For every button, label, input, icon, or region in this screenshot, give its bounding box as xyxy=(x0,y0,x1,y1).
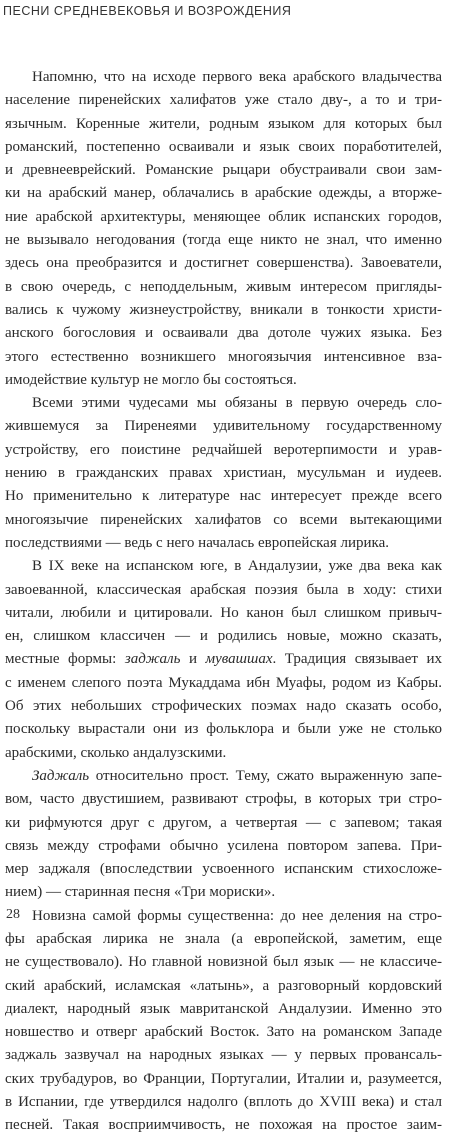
text-line: вом, часто двустишием, развивают строфы, в которых три стро- xyxy=(5,791,442,808)
text-run: и xyxy=(180,651,206,668)
text-line: и древнееврейский. Романские рыцари обустраивали свои зам- xyxy=(5,162,442,179)
text-line: заджаль зазвучал на народных языках — у первых провансаль- xyxy=(5,1047,442,1064)
text-line: ки на арабский манер, облачались в арабские одежды, а вторже- xyxy=(5,185,442,202)
text-line: многоязычие пиренейских халифатов со всеми вытекающими xyxy=(5,511,442,528)
text-line: В IX веке на испанском юге, в Андалузии, уже два века как xyxy=(32,558,442,575)
text-line: имодействие культур не могло бы состояться. xyxy=(5,371,297,388)
text-line xyxy=(5,648,442,671)
text-line: романский, постепенно осваивали и язык своих поработителей, xyxy=(5,138,442,155)
running-title: ПЕСНИ СРЕДНЕВЕКОВЬЯ И ВОЗРОЖДЕНИЯ xyxy=(3,4,292,18)
text-line: население пиренейских халифатов уже стало дву-, а то и три- xyxy=(5,92,442,109)
text-line: нению в гражданских правах христиан, мусульман и иудеев. xyxy=(5,465,442,482)
text-line: здесь она преобразится и достигнет совершенства). Завоеватели, xyxy=(5,255,442,272)
text-line: Новизна самой формы существенна: до нее деления на стро- xyxy=(32,907,442,924)
text-line: вались к чужому жизнеустройству, вникали в тонкости христи- xyxy=(5,301,442,318)
text-line: в Испании, где утвердился надолго (вплоть до XVIII века) и стал xyxy=(5,1094,442,1111)
text-line: диалект, народный язык мавританской Андалузии. Именно это xyxy=(5,1000,442,1017)
text-line: мер заджаля (впоследствии усвоенного испанским стихосложе- xyxy=(5,861,442,878)
text-run: . Традиция связывает их xyxy=(272,651,443,668)
text-line: поскольку вырастали они из фольклора и были уже не столько xyxy=(5,721,442,738)
text-line: не вызывало негодования (тогда еще никто не знал, что именно xyxy=(5,232,442,249)
text-line: читали, любили и цитировали. Но канон был слишком привыч- xyxy=(5,604,442,621)
text-run: местные формы: xyxy=(5,651,125,668)
text-line: этого естественно возникшего многоязычия интенсивное вза- xyxy=(5,348,442,365)
text-line: Всеми этими чудесами мы обязаны в первую очередь сло- xyxy=(32,395,442,412)
text-line xyxy=(5,765,442,788)
term-zajal: Заджаль xyxy=(32,767,90,784)
text-line: ние арабской архитектуры, меняющее облик испанских городов, xyxy=(5,208,442,225)
term-muwashshah: мувашшах xyxy=(205,651,273,668)
text-line: жившемуся за Пиренеями удивительному государственному xyxy=(5,418,442,435)
text-line: завоеванной, классическая арабская поэзия была в ходу: стихи xyxy=(5,581,442,598)
text-line: ских трубадуров, во Франции, Португалии, Италии и, разумеется, xyxy=(5,1070,442,1087)
term-zajal: заджаль xyxy=(124,651,181,668)
text-line: нием) — старинная песня «Три мориски». xyxy=(5,884,276,901)
text-line: последствиями — ведь с него началась европейская лирика. xyxy=(5,534,389,551)
text-line: арабскими, сколько андалузскими. xyxy=(5,744,227,761)
body-text xyxy=(5,66,442,1138)
text-line: язычным. Коренные жители, родным языком для которых был xyxy=(5,115,442,132)
text-line: устройству, его поистине редчайшей веротерпимости и урав- xyxy=(5,441,442,458)
text-line: в свою очередь, с неподдельным, живым интересом пригляды- xyxy=(5,278,442,295)
text-line: Об этих небольших строфических поэмах надо сказать особо, xyxy=(5,698,442,715)
text-line: с именем слепого поэта Мукаддама ибн Муафы, родом из Кабры. xyxy=(5,674,442,691)
text-run: относительно прост. Тему, сжато выраженную запе- xyxy=(89,767,442,784)
text-line: новшество и отверг арабский Восток. Зато на романском Западе xyxy=(5,1024,442,1041)
text-line: фы арабская лирика не знала (а европейской, заметим, еще xyxy=(5,930,442,947)
text-line: связь между строфами обычно усилена повтором запева. При- xyxy=(5,837,442,854)
text-line: песней. Такая восприимчивость, не похожая на простое заим- xyxy=(5,1117,442,1134)
text-line: ки рифмуются друг с другом, а четвертая — с запевом; такая xyxy=(5,814,442,831)
text-line: ский арабский, исламская «латынь», а разговорный кордовский xyxy=(5,977,442,994)
text-line: анского богословия и осваивали два дотоле чужих языка. Без xyxy=(5,325,442,342)
text-line: Но применительно к литературе нас интересует прежде всего xyxy=(5,488,442,505)
text-line: не существовало). Но главной новизной был язык — не классиче- xyxy=(5,954,442,971)
text-line: ен, слишком классичен — и родились новые, можно сказать, xyxy=(5,628,442,645)
page-number: 28 xyxy=(6,907,20,922)
text-line: Напомню, что на исходе первого века арабского владычества xyxy=(32,69,442,85)
